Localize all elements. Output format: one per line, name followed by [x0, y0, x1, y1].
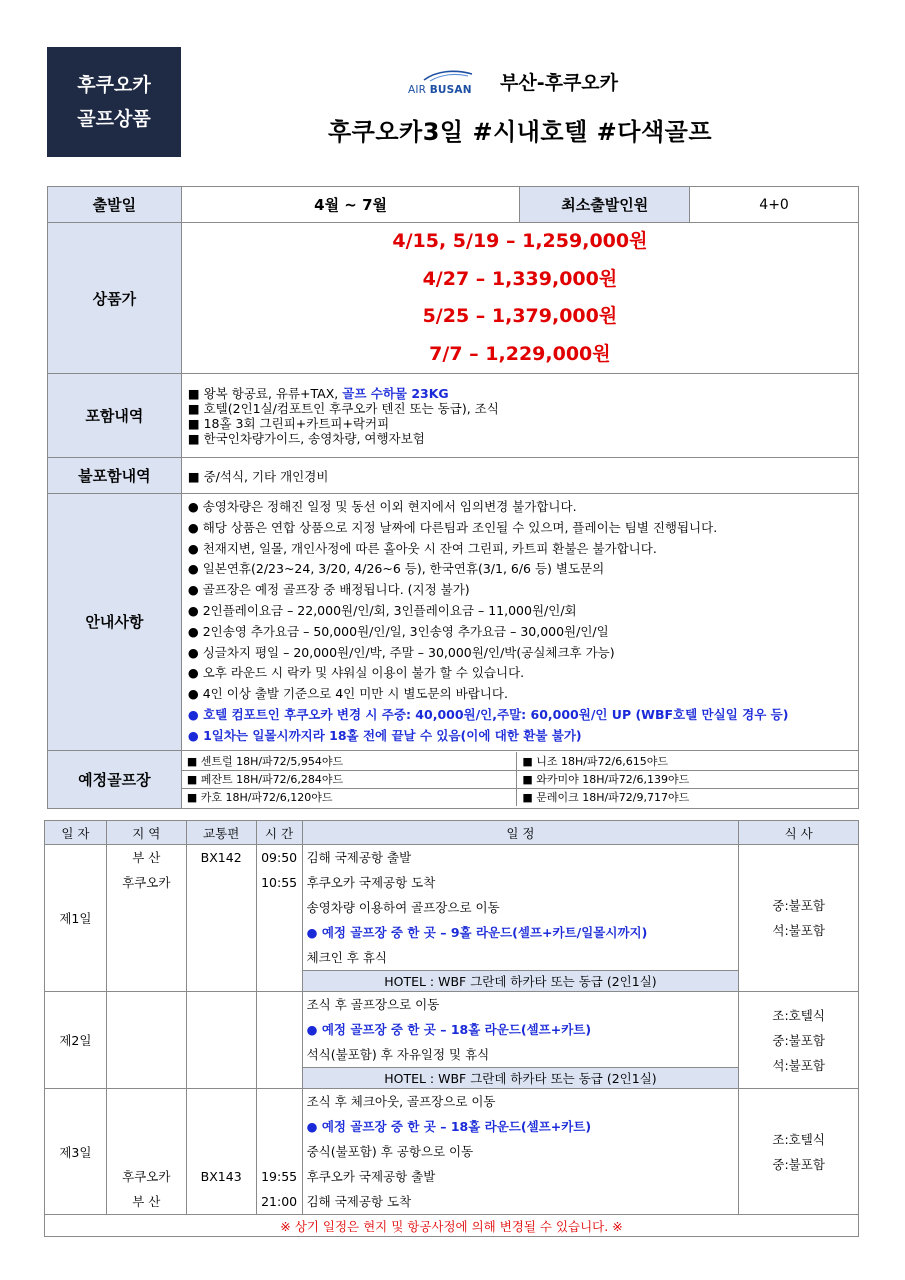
notice-item: ● 싱글차지 평일 – 20,000원/인/박, 주말 – 30,000원/인/박(공실체크후 가능)	[187, 644, 615, 660]
included-item: ■ 호텔(2인1실/컴포트인 후쿠오카 텐진 또는 동급), 조식	[187, 400, 499, 416]
golf-course-item: ■ 카호 18H/파72/6,120야드	[182, 788, 517, 806]
golf-course-item: ■ 문레이크 18H/파72/9,717야드	[522, 791, 690, 805]
day-flight	[186, 992, 256, 1089]
price-item: 4/27 – 1,339,000원	[422, 267, 618, 290]
day-region	[106, 992, 186, 1089]
header-region: 지 역	[106, 821, 186, 845]
day-time: 09:50 10:55	[256, 845, 302, 992]
golf-course-list	[181, 750, 858, 808]
day-meal: 조:호텔식 중:불포함 석:불포함	[739, 992, 859, 1089]
notice-item: ● 송영차량은 정해진 일정 및 동선 이외 현지에서 임의변경 불가합니다.	[187, 499, 577, 514]
included-list	[181, 374, 858, 458]
golf-course-item: ■ 센트럴 18H/파72/5,954야드	[182, 752, 517, 770]
hotel-info: HOTEL : WBF 그란데 하카타 또는 동급 (2인1실)	[303, 1067, 739, 1088]
golf-course-label: 예정골프장	[48, 750, 182, 808]
min-travelers-label: 최소출발인원	[520, 187, 690, 223]
badge-line-2: 골프상품	[77, 108, 151, 130]
itinerary-day-1	[45, 845, 859, 992]
day-label: 제1일	[45, 845, 107, 992]
day-schedule: 김해 국제공항 출발 후쿠오카 국제공항 도착 송영차량 이용하여 골프장으로 이동 ● 예정 골프장 중 한 곳 – 9홀 라운드(셀프+카트/일몰시까지) 체크인 후 휴식 HOTEL : WBF 그란데 하카타 또는 동급 (2인1실)	[302, 845, 739, 992]
day-label: 제3일	[45, 1089, 107, 1215]
day-schedule: 조식 후 체크아웃, 골프장으로 이동 ● 예정 골프장 중 한 곳 – 18홀 라운드(셀프+카트) 중식(불포함) 후 공항으로 이동 후쿠오카 국제공항 출발 김해 국제공항 도착	[302, 1089, 739, 1215]
itinerary-day-2	[45, 992, 859, 1089]
day-meal: 중:불포함 석:불포함	[739, 845, 859, 992]
product-info-table	[47, 186, 859, 809]
departure-label: 출발일	[48, 187, 182, 223]
notice-item: ● 2인송영 추가요금 – 50,000원/인/일, 3인송영 추가요금 – 30,000원/인/일	[187, 623, 609, 639]
included-label: 포함내역	[48, 374, 182, 458]
golf-course-item: ■ 니조 18H/파72/6,615야드	[517, 752, 858, 770]
header-day: 일 자	[45, 821, 107, 845]
excluded-label: 불포함내역	[48, 458, 182, 494]
price-list	[181, 223, 858, 374]
header-time: 시 간	[256, 821, 302, 845]
notice-item-highlight: ● 호텔 컴포트인 후쿠오카 변경 시 주중: 40,000원/인,주말: 60,000원/인 UP (WBF호텔 만실일 경우 등)	[187, 706, 789, 722]
price-label: 상품가	[48, 223, 182, 374]
notice-item: ● 일본연휴(2/23~24, 3/20, 4/26~6 등), 한국연휴(3/1, 6/6 등) 별도문의	[187, 561, 605, 577]
day-schedule: 조식 후 골프장으로 이동 ● 예정 골프장 중 한 곳 – 18홀 라운드(셀프+카트) 석식(불포함) 후 자유일정 및 휴식 HOTEL : WBF 그란데 하카타 또는 동급 (2인1실)	[302, 992, 739, 1089]
notice-item-highlight: ● 1일차는 일몰시까지라 18홀 전에 끝날 수 있음(이에 대한 환불 불가)	[187, 727, 582, 743]
header-schedule: 일 정	[302, 821, 739, 845]
itinerary-day-3	[45, 1089, 859, 1215]
hotel-info: HOTEL : WBF 그란데 하카타 또는 동급 (2인1실)	[303, 970, 739, 991]
day-meal: 조:호텔식 중:불포함	[739, 1089, 859, 1215]
price-item: 5/25 – 1,379,000원	[422, 305, 618, 327]
notice-item: ● 오후 라운드 시 락카 및 샤워실 이용이 불가 할 수 있습니다.	[187, 665, 525, 681]
day-flight: BX143	[186, 1089, 256, 1215]
day-time: 19:55 21:00	[256, 1089, 302, 1215]
itinerary-footnote: ※ 상기 일정은 현지 및 항공사정에 의해 변경될 수 있습니다. ※	[45, 1215, 859, 1237]
day-region: 부 산 후쿠오카	[106, 845, 186, 992]
notice-item: ● 천재지변, 일몰, 개인사정에 따른 홀아웃 시 잔여 그린피, 카트피 환불은 불가합니다.	[187, 540, 657, 556]
notice-item: ● 4인 이상 출발 기준으로 4인 미만 시 별도문의 바랍니다.	[187, 686, 508, 702]
day-flight: BX142	[186, 845, 256, 992]
included-item: ■ 한국인차량가이드, 송영차량, 여행자보험	[187, 430, 425, 446]
notice-item: ● 해당 상품은 연합 상품으로 지정 날짜에 다른팀과 조인될 수 있으며, 플레이는 팀별 진행됩니다.	[187, 519, 718, 535]
day-region: 후쿠오카 부 산	[106, 1089, 186, 1215]
included-item: ■ 왕복 항공료, 유류+TAX, 골프 수하물 23KG	[187, 385, 449, 401]
excluded-value: ■ 중/석식, 기타 개인경비	[181, 458, 858, 494]
price-item: 7/7 – 1,229,000원	[429, 342, 611, 365]
header-transport: 교통편	[186, 821, 256, 845]
min-travelers-value: 4+0	[690, 187, 859, 223]
golf-course-item: ■ 페잔트 18H/파72/6,284야드	[182, 770, 517, 788]
day-label: 제2일	[45, 992, 107, 1089]
notice-item: ● 골프장은 예정 골프장 중 배정됩니다. (지정 불가)	[187, 582, 470, 598]
included-item: ■ 18홀 3회 그린피+카트피+락커피	[187, 415, 390, 431]
brand-header	[408, 70, 618, 96]
day-time	[256, 992, 302, 1089]
swoosh-icon	[422, 70, 474, 82]
logo-wordmark: AIR BUSAN	[408, 84, 472, 96]
header-meal: 식 사	[739, 821, 859, 845]
departure-value: 4월 ~ 7월	[181, 187, 520, 223]
badge-line-1: 후쿠오카	[77, 74, 151, 96]
air-busan-logo	[408, 70, 486, 96]
route-title: 부산-후쿠오카	[500, 72, 619, 94]
price-item: 4/15, 5/19 – 1,259,000원	[392, 230, 648, 252]
notice-list	[181, 494, 858, 751]
notice-item: ● 2인플레이요금 – 22,000원/인/회, 3인플레이요금 – 11,000원/인/회	[187, 602, 577, 618]
itinerary-table	[44, 820, 859, 1237]
page-title: 후쿠오카3일 #시내호텔 #다색골프	[327, 118, 713, 146]
notice-label: 안내사항	[48, 494, 182, 751]
golf-course-item: ■ 와카미야 18H/파72/6,139야드	[517, 770, 858, 788]
